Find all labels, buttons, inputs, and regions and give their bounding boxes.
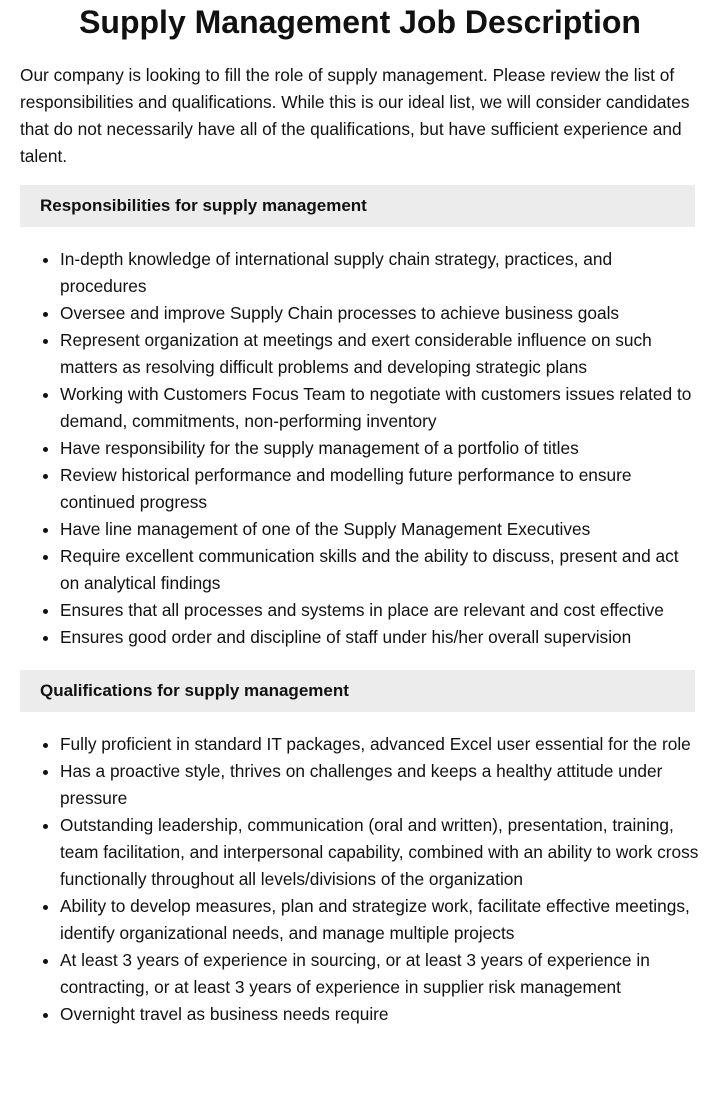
responsibilities-heading: Responsibilities for supply management: [20, 185, 695, 227]
responsibilities-list: [20, 246, 700, 651]
list-item: • Review historical performance and modelling future performance to ensure continued progress: [60, 462, 700, 516]
qualifications-list: [20, 731, 700, 1028]
list-item: • Ability to develop measures, plan and strategize work, facilitate effective meetings, identify organizational needs, and manage multiple projects: [60, 893, 700, 947]
list-item: • Represent organization at meetings and exert considerable influence on such matters as resolving difficult problems and developing strategic plans: [60, 327, 700, 381]
list-item: • Working with Customers Focus Team to negotiate with customers issues related to demand, commitments, non-performing inventory: [60, 381, 700, 435]
list-item: • Have line management of one of the Supply Management Executives: [60, 516, 700, 543]
qualifications-heading: Qualifications for supply management: [20, 670, 695, 712]
list-item: • Overnight travel as business needs require: [60, 1001, 700, 1028]
list-item: • Have responsibility for the supply management of a portfolio of titles: [60, 435, 700, 462]
page-title: Supply Management Job Description: [79, 4, 641, 40]
list-item: • Ensures that all processes and systems in place are relevant and cost effective: [60, 597, 700, 624]
list-item: • Require excellent communication skills and the ability to discuss, present and act on analytical findings: [60, 543, 700, 597]
list-item: • At least 3 years of experience in sourcing, or at least 3 years of experience in contracting, or at least 3 years of experience in supplier risk management: [60, 947, 700, 1001]
list-item: • Fully proficient in standard IT packages, advanced Excel user essential for the role: [60, 731, 700, 758]
list-item: • Ensures good order and discipline of staff under his/her overall supervision: [60, 624, 700, 651]
list-item: • Oversee and improve Supply Chain processes to achieve business goals: [60, 300, 700, 327]
list-item: • In-depth knowledge of international supply chain strategy, practices, and procedures: [60, 246, 700, 300]
list-item: • Outstanding leadership, communication (oral and written), presentation, training, team facilitation, and interpersonal capability, combined with an ability to work cross functionally throughout all levels/divisions of the organization: [60, 812, 700, 893]
intro-paragraph: Our company is looking to fill the role of supply management. Please review the list of responsibilities and qualifications. While this is our ideal list, we will consider candidates that do not necessarily have all of the qualifications, but have sufficient experience and talent.: [20, 65, 690, 166]
list-item: • Has a proactive style, thrives on challenges and keeps a healthy attitude under pressure: [60, 758, 700, 812]
